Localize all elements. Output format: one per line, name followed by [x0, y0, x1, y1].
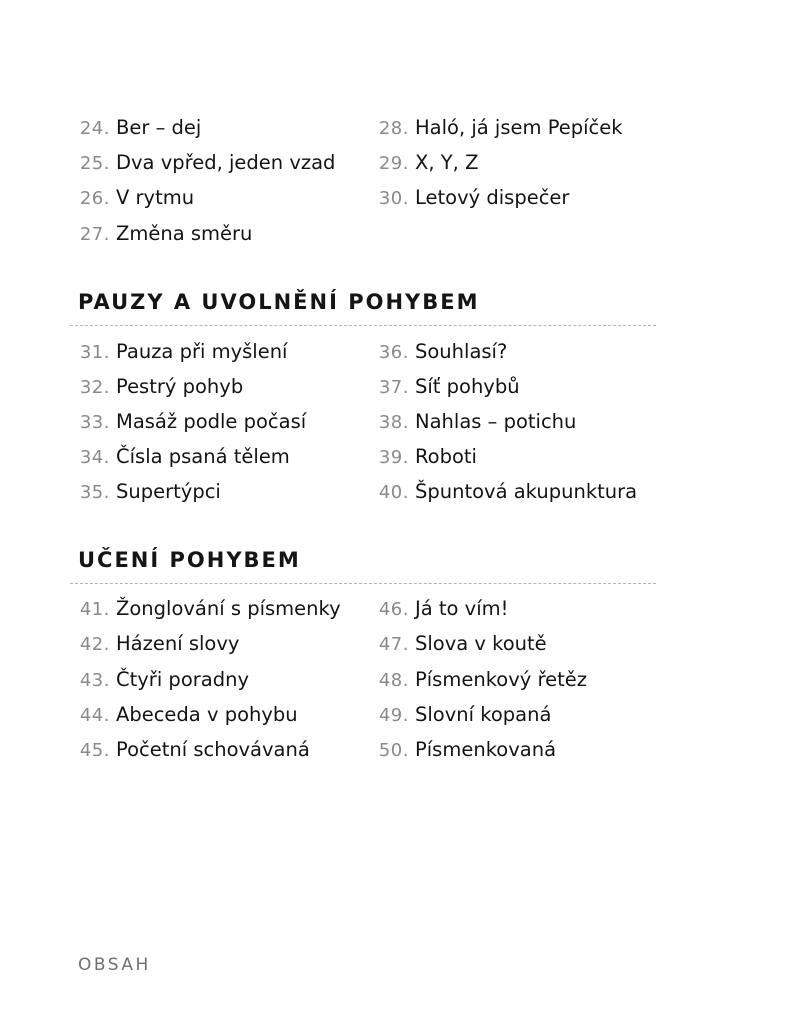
entry-number: 41.	[79, 599, 110, 620]
entry-number: 44.	[79, 705, 110, 726]
entry-title: Souhlasí?	[415, 340, 508, 363]
entry-number: 42.	[79, 634, 110, 655]
entry-number: 26.	[79, 188, 110, 209]
entry-title: Písmenkový řetěz	[415, 668, 587, 691]
entry-title: Pestrý pohyb	[116, 375, 244, 398]
toc-entry[interactable]	[72, 186, 194, 211]
toc-entry[interactable]	[371, 375, 520, 400]
entry-number: 49.	[378, 705, 409, 726]
entry-number: 32.	[79, 377, 110, 398]
entry-title: Čtyři poradny	[116, 668, 249, 691]
entry-number: 28.	[378, 118, 409, 139]
toc-entry[interactable]	[371, 480, 637, 505]
toc-entry[interactable]	[72, 480, 221, 505]
entry-title: Pauza při myšlení	[116, 340, 288, 363]
entry-number: 29.	[378, 153, 409, 174]
entry-title: Masáž podle počasí	[116, 410, 307, 433]
entry-number: 48.	[378, 670, 409, 691]
entry-number: 37.	[378, 377, 409, 398]
section-heading: UČENÍ POHYBEM	[78, 548, 301, 572]
toc-entry[interactable]	[371, 632, 547, 657]
page-footer-label: OBSAH	[78, 955, 151, 975]
entry-title: Haló, já jsem Pepíček	[415, 116, 623, 139]
toc-entry[interactable]	[72, 597, 341, 622]
toc-entry[interactable]	[72, 410, 306, 435]
toc-entry[interactable]	[72, 445, 290, 470]
toc-entry[interactable]	[72, 668, 249, 693]
entry-number: 25.	[79, 153, 110, 174]
entry-number: 50.	[378, 740, 409, 761]
entry-title: Síť pohybů	[415, 375, 520, 398]
entry-title: Ber – dej	[116, 116, 202, 139]
toc-entry[interactable]	[371, 151, 478, 176]
toc-entry[interactable]	[371, 703, 551, 728]
entry-title: Písmenkovaná	[415, 738, 557, 761]
entry-number: 34.	[79, 447, 110, 468]
entry-title: Supertýpci	[116, 480, 221, 503]
entry-number: 24.	[79, 118, 110, 139]
entry-title: X, Y, Z	[415, 151, 479, 174]
entry-number: 45.	[79, 740, 110, 761]
entry-number: 30.	[378, 188, 409, 209]
entry-number: 31.	[79, 342, 110, 363]
entry-number: 46.	[378, 599, 409, 620]
entry-title: Letový dispečer	[415, 186, 570, 209]
toc-entry[interactable]	[371, 597, 508, 622]
toc-entry[interactable]	[72, 703, 298, 728]
entry-title: Dva vpřed, jeden vzad	[116, 151, 336, 174]
entry-number: 35.	[79, 482, 110, 503]
entry-title: Čísla psaná tělem	[116, 445, 290, 468]
toc-entry[interactable]	[371, 738, 556, 763]
toc-entry[interactable]	[72, 340, 287, 365]
entry-number: 38.	[378, 412, 409, 433]
entry-title: Roboti	[415, 445, 477, 468]
entry-title: Špuntová akupunktura	[415, 480, 638, 503]
toc-entry[interactable]	[371, 668, 587, 693]
entry-title: Změna směru	[116, 222, 253, 245]
entry-number: 36.	[378, 342, 409, 363]
entry-title: Slovní kopaná	[415, 703, 552, 726]
section-divider	[70, 325, 656, 326]
toc-entry[interactable]	[72, 375, 243, 400]
entry-title: Slova v koutě	[415, 632, 547, 655]
toc-entry[interactable]	[72, 116, 201, 141]
entry-title: Abeceda v pohybu	[116, 703, 298, 726]
entry-title: Žonglování s písmenky	[116, 597, 341, 620]
entry-title: Já to vím!	[415, 597, 509, 620]
toc-entry[interactable]	[371, 410, 576, 435]
toc-entry[interactable]	[72, 222, 252, 247]
entry-title: Početní schovávaná	[116, 738, 310, 761]
entry-title: V rytmu	[116, 186, 195, 209]
entry-title: Nahlas – potichu	[415, 410, 577, 433]
section-divider	[70, 583, 656, 584]
section-heading: PAUZY A UVOLNĚNÍ POHYBEM	[78, 290, 480, 314]
entry-number: 43.	[79, 670, 110, 691]
entry-number: 47.	[378, 634, 409, 655]
toc-entry[interactable]	[72, 632, 239, 657]
entry-number: 27.	[79, 224, 110, 245]
entry-title: Házení slovy	[116, 632, 240, 655]
entry-number: 40.	[378, 482, 409, 503]
toc-entry[interactable]	[371, 116, 623, 141]
toc-entry[interactable]	[72, 151, 335, 176]
toc-entry[interactable]	[371, 445, 477, 470]
toc-entry[interactable]	[371, 186, 569, 211]
entry-number: 33.	[79, 412, 110, 433]
toc-entry[interactable]	[371, 340, 507, 365]
entry-number: 39.	[378, 447, 409, 468]
toc-entry[interactable]	[72, 738, 310, 763]
